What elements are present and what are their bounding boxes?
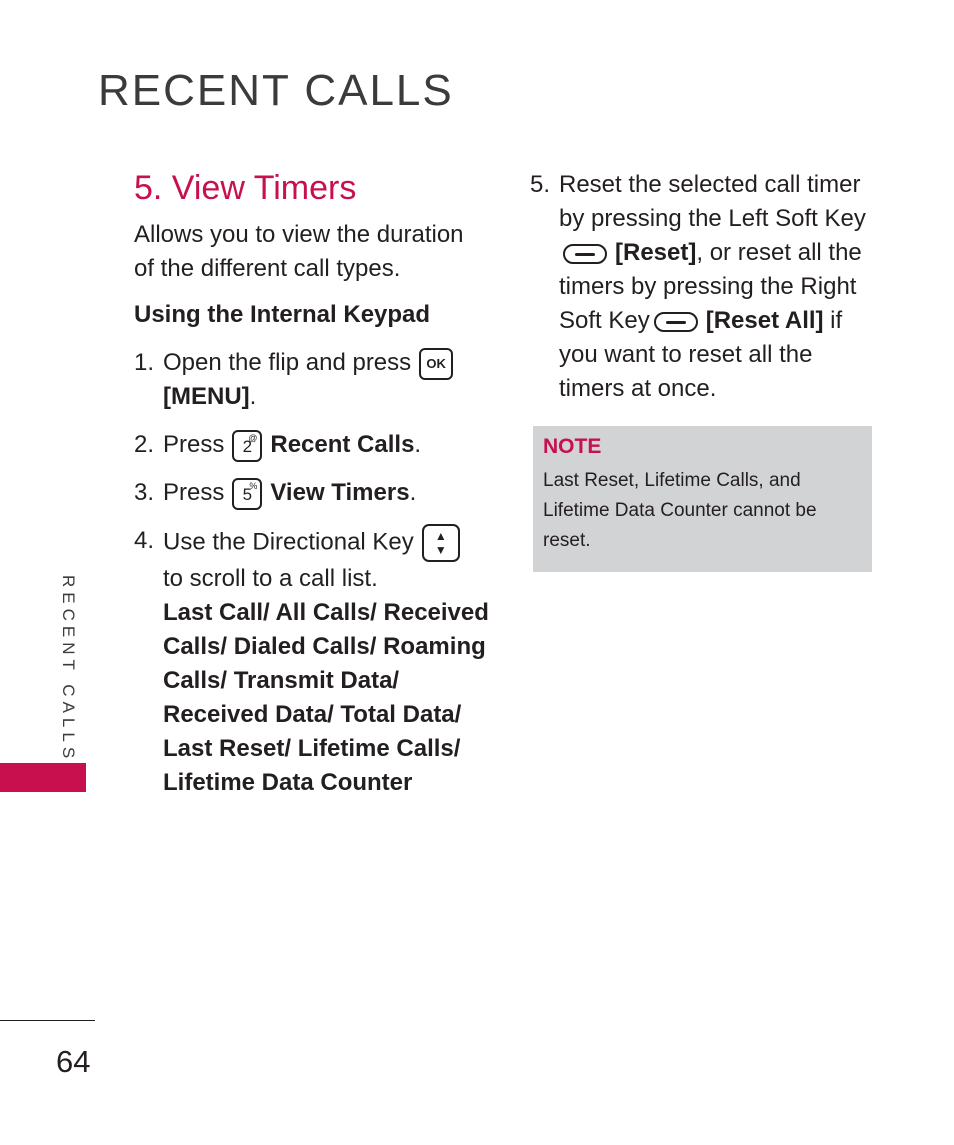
left-column xyxy=(134,168,489,800)
step-text-end: . xyxy=(409,479,417,506)
step-number: 3. xyxy=(134,479,155,506)
step-text-end: . xyxy=(249,383,257,410)
key-5-icon xyxy=(232,478,262,510)
step-text: Open the flip and press xyxy=(163,349,412,376)
right-soft-key-icon xyxy=(654,312,698,332)
step-text-cont: to scroll to a call list. xyxy=(163,565,378,592)
step-5 xyxy=(530,168,875,406)
section-subhead: Using the Internal Keypad xyxy=(134,301,431,328)
key-symbol: % xyxy=(249,480,258,491)
step-bold: [MENU] xyxy=(163,383,250,410)
side-tab-marker xyxy=(0,763,86,792)
step-1 xyxy=(134,346,489,414)
step-4 xyxy=(134,524,489,800)
step-number: 4. xyxy=(134,527,155,554)
key-digit: 2 xyxy=(242,436,253,456)
step-number: 5. xyxy=(530,171,551,198)
step-text-end: . xyxy=(414,431,422,458)
step-bold: Recent Calls xyxy=(270,431,415,458)
right-column xyxy=(530,168,875,406)
side-tab-label: RECENT CALLS xyxy=(59,575,78,764)
chapter-title: RECENT CALLS xyxy=(98,66,454,115)
section-title: 5. View Timers xyxy=(134,169,357,207)
step-number: 1. xyxy=(134,349,155,376)
directional-key-icon xyxy=(422,524,460,562)
step-number: 2. xyxy=(134,431,155,458)
note-title: NOTE xyxy=(543,435,602,458)
step-text-mid: , or reset all the timers by pressing the Right Soft Key xyxy=(559,239,862,334)
note-body: Last Reset, Lifetime Calls, and Lifetime Data Counter cannot be reset. xyxy=(543,470,817,551)
key-2-icon xyxy=(232,430,262,462)
step-2 xyxy=(134,428,489,462)
step-bold-reset-all: [Reset All] xyxy=(705,307,824,334)
step-bold-reset: [Reset] xyxy=(615,239,697,266)
arrow-down-icon: ▼ xyxy=(434,543,447,557)
call-list-names: Last Call/ All Calls/ Received Calls/ Dialed Calls/ Roaming Calls/ Transmit Data/ Received Data/ Total Data/ Last Reset/ Lifetime Calls/ Lifetime Data Counter xyxy=(163,599,489,796)
step-3 xyxy=(134,476,489,510)
ok-key-icon: OK xyxy=(419,348,453,380)
arrow-up-icon: ▲ xyxy=(434,529,447,543)
step-text: Press xyxy=(163,431,225,458)
step-text: Reset the selected call timer by pressing the Left Soft Key xyxy=(559,171,866,232)
step-text: Use the Directional Key xyxy=(163,528,414,556)
left-soft-key-icon xyxy=(563,244,607,264)
step-bold: View Timers xyxy=(270,479,410,506)
step-text: Press xyxy=(163,479,225,506)
footer-rule xyxy=(0,1020,95,1021)
key-digit: 5 xyxy=(242,484,253,504)
note-box xyxy=(533,426,872,572)
key-symbol: @ xyxy=(248,432,258,443)
section-intro: Allows you to view the duration of the different call types. xyxy=(134,221,464,282)
page-number: 64 xyxy=(56,1044,91,1079)
step-text-end: if you want to reset all the timers at once. xyxy=(559,307,843,402)
